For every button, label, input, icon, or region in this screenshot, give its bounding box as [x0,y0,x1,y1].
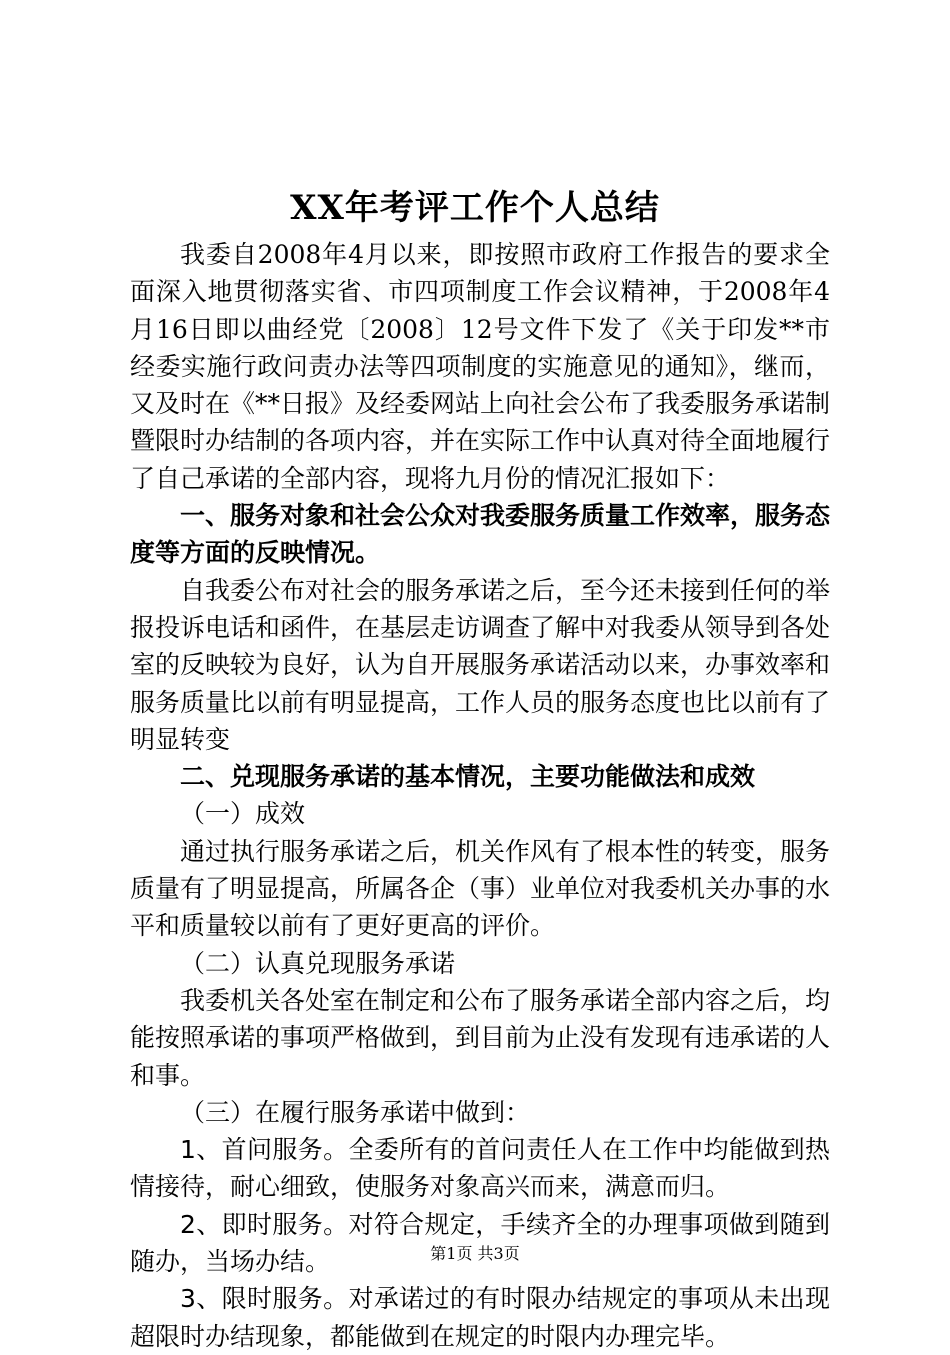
document-title: XX年考评工作个人总结 [290,188,660,228]
subsection2-paragraph: 我委机关各处室在制定和公布了服务承诺全部内容之后，均能按照承诺的事项严格做到，到目前为止没有发现有违承诺的人和事。 [130,985,831,1090]
intro-paragraph: 我委自2008年4月以来，即按照市政府工作报告的要求全面深入地贯彻落实省、市四项制度工作会议精神，于2008年4月16日即以曲经党〔2008〕12号文件下发了《关于印发**市经委实施行政问责办法等四项制度的实施意见的通知》，继而，又及时在《**日报》及经委网站上向社会公布了我委服务承诺制暨限时办结制的各项内容，并在实际工作中认真对待全面地履行了自己承诺的全部内容，现将九月份的情况汇报如下： [130,240,831,493]
list-item-1 [130,1131,830,1206]
section1-paragraph: 自我委公布对社会的服务承诺之后，至今还未接到任何的举报投诉电话和函件，在基层走访调查了解中对我委从领导到各处室的反映较为良好，认为自开展服务承诺活动以来，办事效率和服务质量比以前有明显提高，工作人员的服务态度也比以前有了明显转变 [130,575,831,754]
subsection1-paragraph: 通过执行服务承诺之后，机关作风有了根本性的转变，服务质量有了明显提高，所属各企（事）业单位对我委机关办事的水平和质量较以前有了更好更高的评价。 [130,836,831,941]
list-item-1-text: 全委所有的首问责任人在工作中均能做到热情接待，耐心细致，使服务对象高兴而来，满意而归。 [130,1135,830,1202]
subsection3-heading: （三）在履行服务承诺中做到： [180,1097,531,1127]
subsection2-heading: （二）认真兑现服务承诺 [180,948,456,978]
section1-heading: 一、服务对象和社会公众对我委服务质量工作效率，服务态度等方面的反映情况。 [130,501,831,568]
list-item-3-text: 对承诺过的有时限办结规定的事项从未出现超限时办结现象，都能做到在规定的时限内办理完毕。 [130,1284,830,1351]
document-body [130,236,830,1355]
page-footer: 第1页 共3页 [430,1244,520,1263]
subsection1-heading: （一）成效 [180,799,306,829]
list-item-1-lead: 1、首问服务。 [180,1135,349,1165]
list-item-3-lead: 3、限时服务。 [180,1284,349,1314]
list-item-2-lead: 2、即时服务。 [180,1209,349,1239]
list-item-2-text: 对符合规定，手续齐全的办理事项做到随到随办，当场办结。 [130,1209,830,1277]
section2-heading: 二、兑现服务承诺的基本情况，主要功能做法和成效 [180,762,756,792]
